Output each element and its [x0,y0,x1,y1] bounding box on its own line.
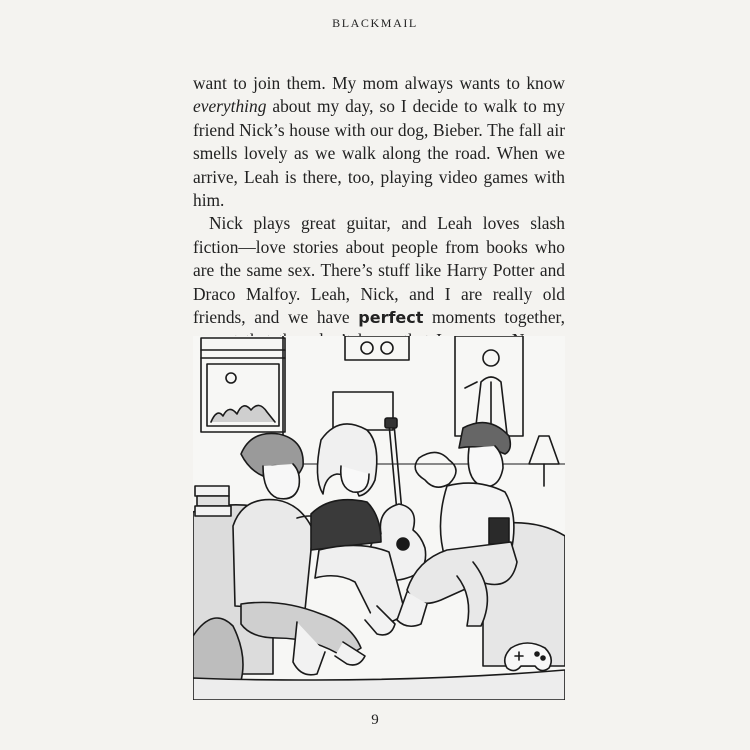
paragraph-1 [193,72,565,212]
game-controller [505,643,552,671]
paragraph-1-part-3: about my day, so I decide to walk to my friend Nick’s house with our dog, Bieber. The fall air smells lovely as we walk along the road. When we arrive, Leah is there, too, playing video games with him. [193,96,565,211]
emphasis-everything: everything [193,96,267,117]
lamp [529,436,559,486]
illustration-friends-on-couch [193,336,565,700]
window [201,338,285,432]
paragraph-1-part-1: want to join them. My mom always wants to know [193,73,565,93]
poster [455,336,523,436]
wall-frame [345,336,409,360]
body-text [193,72,565,376]
emphasis-perfect: perfect [358,308,424,328]
blob-lamp [415,452,456,487]
page-number: 9 [371,712,379,728]
books-stack [195,486,231,516]
paragraph-2-part-3: moments together, [432,307,565,328]
paragraph-2-part-1: Nick plays great guitar, and Leah loves slash fiction—love stories about people from books who are the same sex. There’s stuff like Harry Potter and Draco Malfoy. Leah, Nick, and I are really old friends, and we have [193,213,565,328]
running-head: BLACKMAIL [332,16,418,30]
